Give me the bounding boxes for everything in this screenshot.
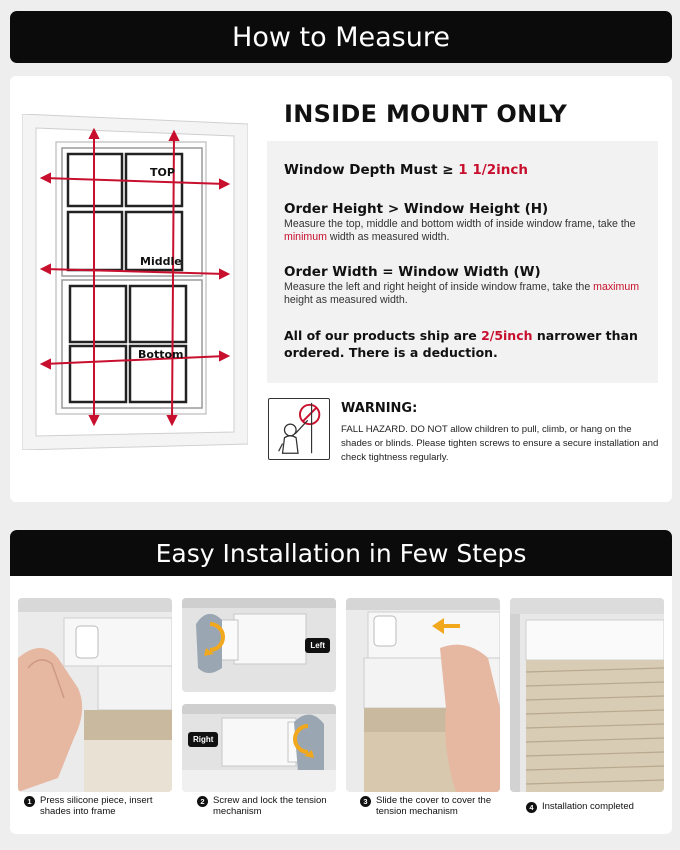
order-height-desc: Measure the top, middle and bottom width of inside window frame, take the minimum width as measured width. xyxy=(284,218,636,243)
installation-banner xyxy=(10,530,672,576)
inside-mount-title: INSIDE MOUNT ONLY xyxy=(284,100,568,128)
warning-title: WARNING: xyxy=(341,401,418,416)
deduction-note: All of our products ship are 2/5inch narrower than ordered. There is a deduction. xyxy=(284,328,638,360)
window-depth-line: Window Depth Must ≥ 1 1/2inch xyxy=(284,162,528,178)
step-2-caption xyxy=(197,795,327,817)
step-2-right-image xyxy=(182,704,336,792)
how-to-measure-banner xyxy=(10,11,672,63)
step-4-label: Installation completed xyxy=(542,801,634,812)
right-tag: Right xyxy=(188,732,218,747)
step-3-image xyxy=(346,598,500,792)
step-1-caption xyxy=(24,795,174,817)
measurement-spec-box xyxy=(267,141,658,383)
step-3-number: 3 xyxy=(360,796,371,807)
step-4-number: 4 xyxy=(526,802,537,813)
order-height-title: Order Height > Window Height (H) xyxy=(284,201,549,217)
order-width-title: Order Width = Window Width (W) xyxy=(284,264,541,280)
middle-label: Middle xyxy=(140,255,182,268)
step-1-label: Press silicone piece, insert shades into frame xyxy=(40,795,153,817)
step-3-label: Slide the cover to cover the tension mechanism xyxy=(376,795,492,817)
step-4-caption xyxy=(526,801,656,813)
child-warning-icon xyxy=(268,398,330,460)
left-tag: Left xyxy=(305,638,330,653)
step-2-number: 2 xyxy=(197,796,208,807)
order-width-desc: Measure the left and right height of inside window frame, take the maximum height as measured width. xyxy=(284,281,640,306)
bottom-label: Bottom xyxy=(138,348,184,361)
step-2-left-image xyxy=(182,598,336,692)
window-measure-illustration xyxy=(22,114,248,450)
step-3-caption xyxy=(360,795,492,817)
warning-text: FALL HAZARD. DO NOT allow children to pull, climb, or hang on the shades or blinds. Please tighten screws to ensure a secure installation and check tightness regularly. xyxy=(341,424,659,463)
installation-title: Easy Installation in Few Steps xyxy=(155,538,527,568)
how-to-measure-title: How to Measure xyxy=(232,21,450,53)
step-2-label: Screw and lock the tension mechanism xyxy=(213,795,327,817)
depth-value: 1 1/2inch xyxy=(458,162,528,178)
window-diagram xyxy=(22,114,248,450)
top-label: TOP xyxy=(150,166,175,179)
step-1-number: 1 xyxy=(24,796,35,807)
step-1-image xyxy=(18,598,172,792)
step-4-image xyxy=(510,598,664,792)
